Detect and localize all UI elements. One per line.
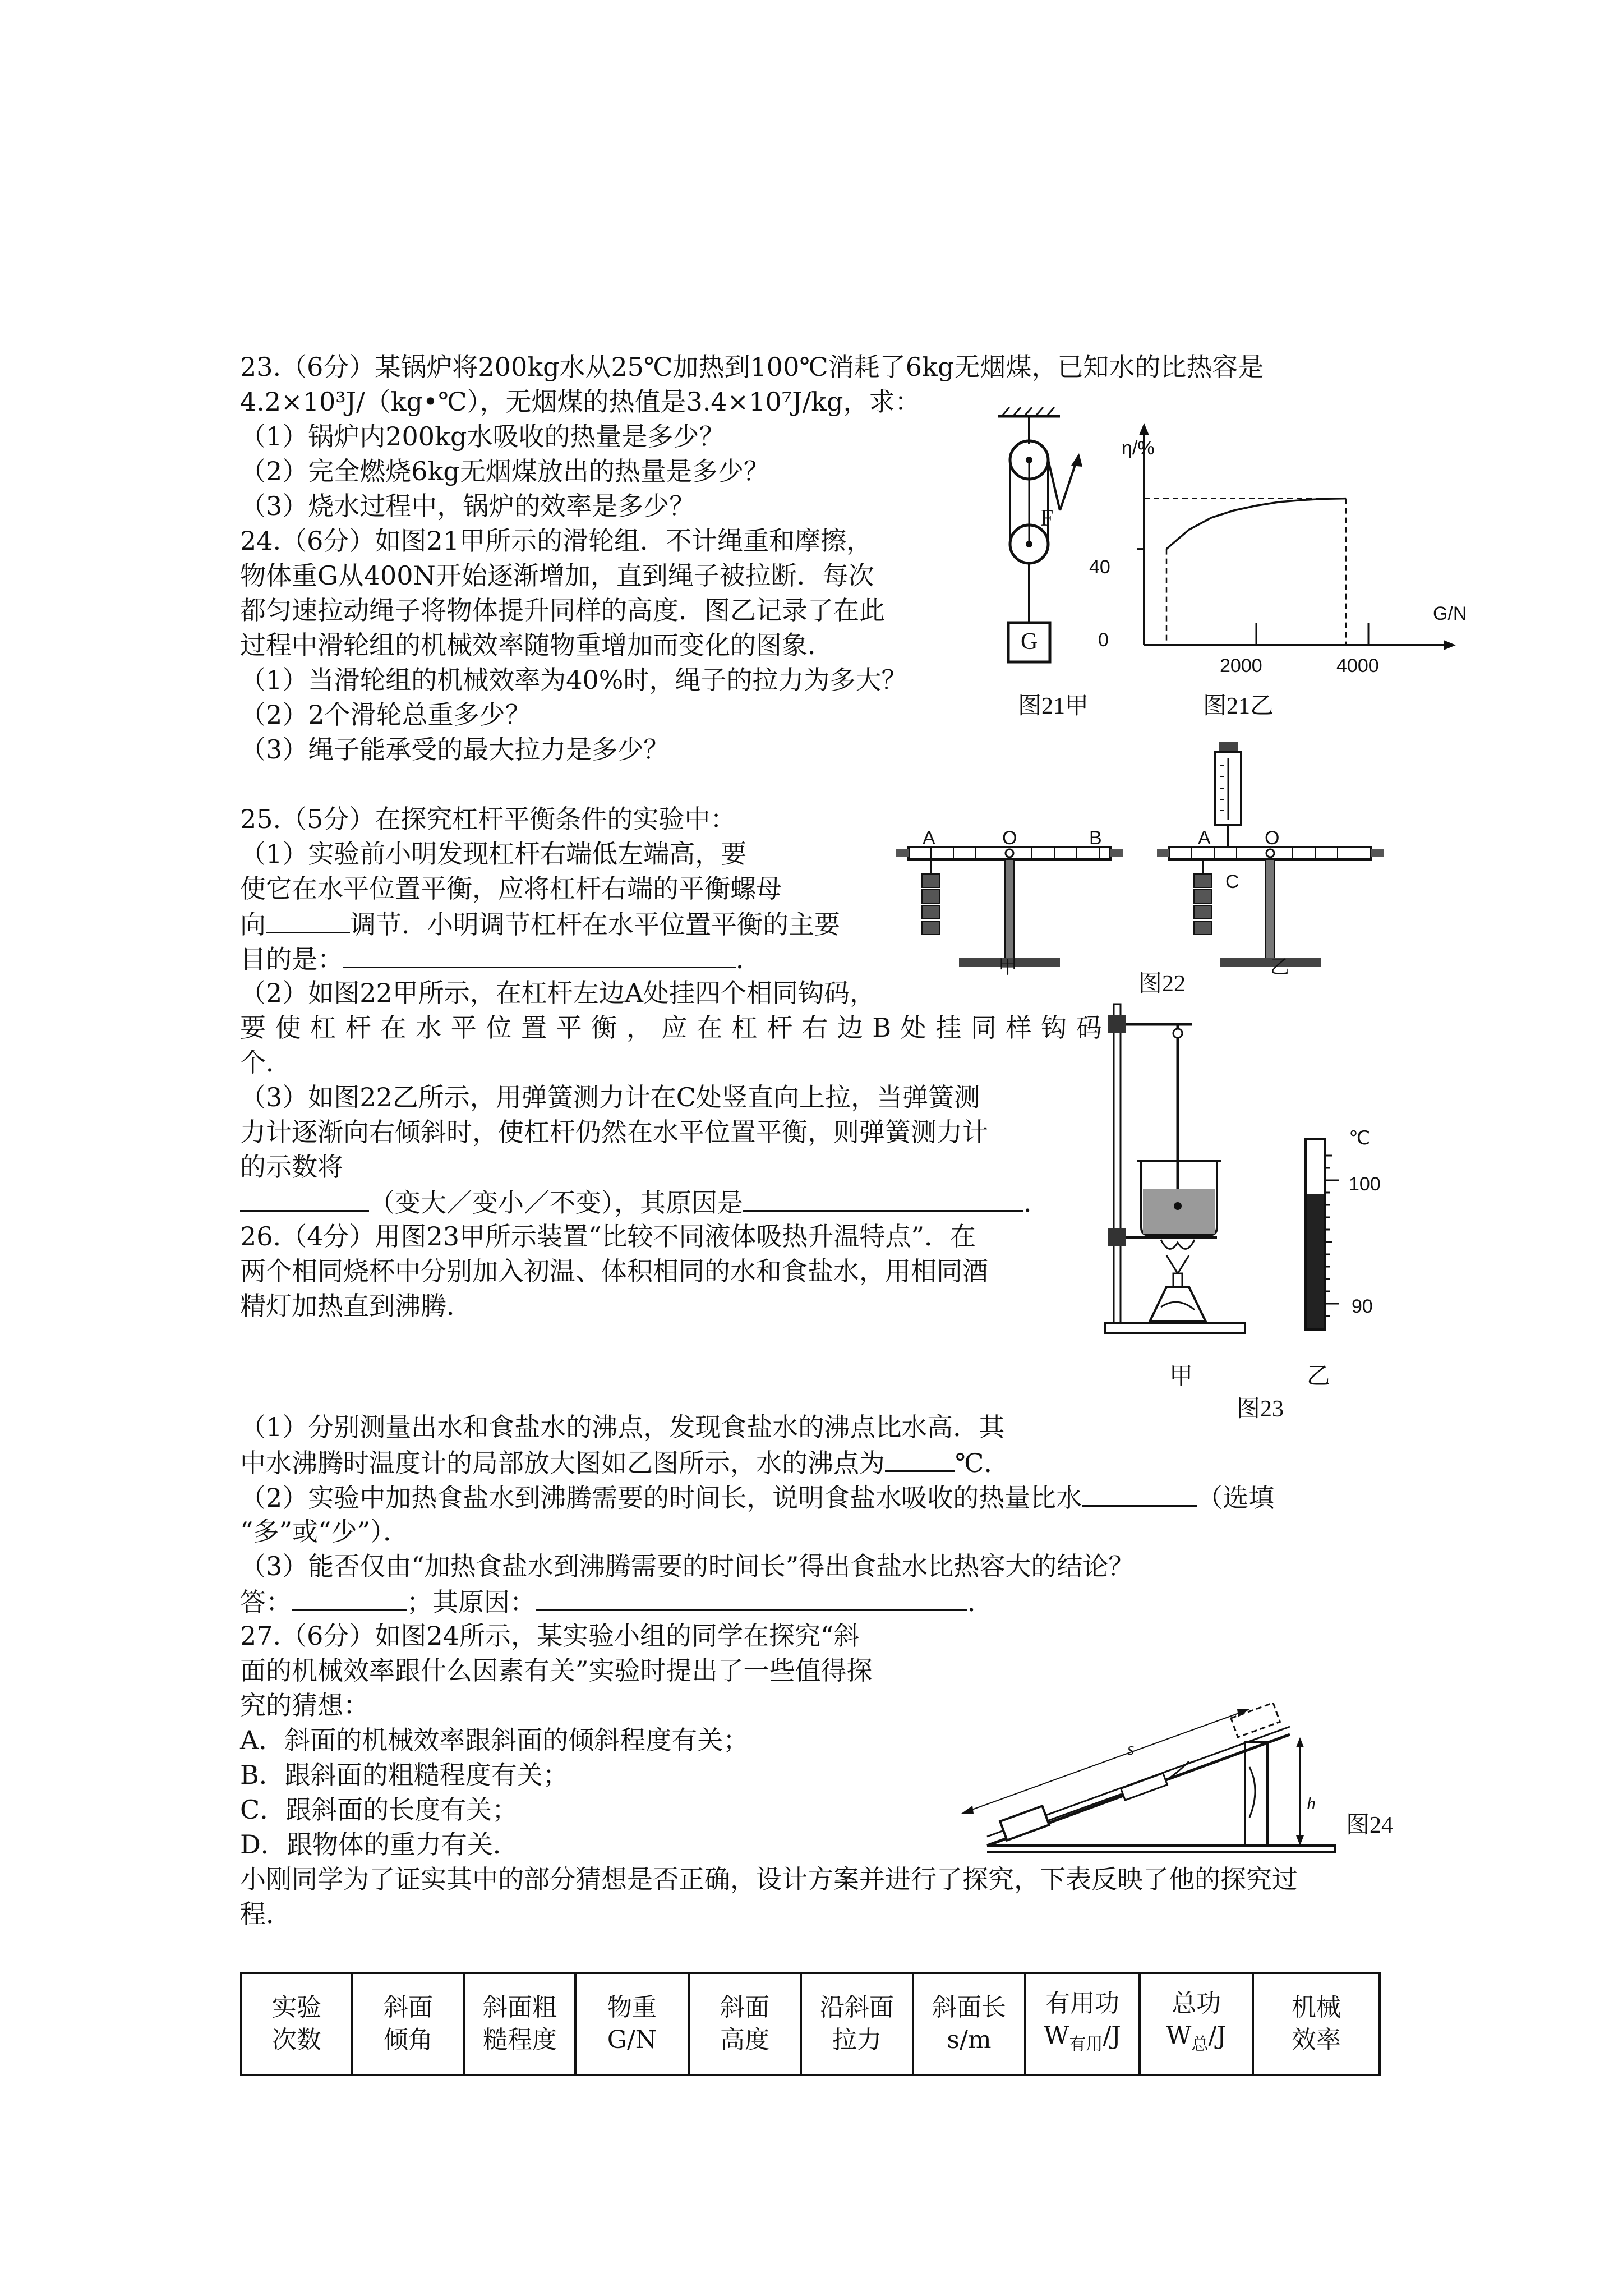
answer-blank[interactable]: [240, 1185, 369, 1212]
chart-x-label: G/N: [1433, 603, 1467, 624]
q25-line4: [240, 907, 840, 941]
chart-origin-label: 0: [1098, 629, 1109, 651]
experiment-table: [240, 1972, 1381, 2076]
lever-b-label-O: O: [1265, 827, 1280, 849]
header-line: 沿斜面: [820, 1993, 894, 2022]
answer-blank[interactable]: [343, 942, 736, 968]
q23-part2: （2）完全燃烧6kg无烟煤放出的热量是多少？: [240, 456, 769, 486]
header-line: 倾角: [384, 2026, 433, 2054]
table-header-cell: [241, 1973, 352, 2075]
answer-blank[interactable]: [743, 1185, 1023, 1212]
header-line: 机械: [1292, 1993, 1341, 2022]
header-symbol: W: [1044, 2021, 1069, 2050]
header-line: 物重: [607, 1993, 657, 2022]
q25-line9: （3）如图22乙所示，用弹簧测力计在C处竖直向上拉，当弹簧测: [240, 1082, 980, 1112]
header-line: 斜面长: [932, 1993, 1006, 2022]
fig23-sub-b: 乙: [1307, 1364, 1331, 1389]
q27-stem-line1: 27.（6分）如图24所示，某实验小组的同学在探究“斜: [240, 1621, 860, 1651]
chart-series-line: [1166, 499, 1346, 549]
lever-diagram-b: [1152, 738, 1388, 976]
lever-a-label-B: B: [1089, 827, 1102, 849]
q26-line3: 精灯加热直到沸腾．: [240, 1291, 472, 1321]
q25-line3: 使它在水平位置平衡，应将杠杆右端的平衡螺母: [240, 873, 782, 904]
header-symbol: W: [1166, 2021, 1192, 2050]
q25-line8: 个．: [240, 1047, 292, 1078]
q25-line5-suffix: ．: [736, 944, 762, 974]
table-header-cell: [689, 1973, 801, 2075]
table-header-row: [241, 1973, 1380, 2075]
q26-stem-line1: 26.（4分）用图23甲所示装置“比较不同液体吸热升温特点”．在: [240, 1221, 976, 1251]
incline-h-label: h: [1307, 1793, 1316, 1813]
table-header-cell: [1140, 1973, 1253, 2075]
q27-line2: 面的机械效率跟什么因素有关”实验时提出了一些值得探: [240, 1655, 873, 1686]
table-header-cell: [464, 1973, 575, 2075]
q27-option-d: D．跟物体的重力有关．: [240, 1829, 519, 1860]
pulley-force-label: F: [1040, 505, 1054, 531]
answer-blank[interactable]: [1082, 1480, 1197, 1507]
q23-stem-line1: 23.（6分）某锅炉将200kg水从25℃加热到100℃消耗了6kg无烟煤，已知水的比热容是: [240, 352, 1264, 382]
chart-x-tick-2000: 2000: [1220, 655, 1262, 677]
q27-line3: 究的猜想：: [240, 1690, 369, 1720]
header-line: 总功: [1172, 1989, 1221, 2018]
header-line: 糙程度: [483, 2026, 557, 2054]
q25-line12: [240, 1185, 1049, 1219]
q26-line5-prefix: 中水沸腾时温度计的局部放大图如乙图所示，水的沸点为: [240, 1448, 885, 1478]
header-line: 斜面粗: [483, 1993, 557, 2022]
thermometer-100-label: 100: [1349, 1174, 1381, 1195]
lever-a-label-A: A: [923, 827, 935, 849]
header-subscript: 有用: [1069, 2034, 1103, 2054]
table-header-cell: [1253, 1973, 1380, 2075]
lever-b-label-C: C: [1225, 871, 1239, 892]
answer-blank[interactable]: [266, 907, 350, 933]
lever-a-sublabel: 甲: [998, 956, 1017, 978]
thermometer-closeup-diagram: [1295, 1133, 1346, 1335]
q26-line9-mid: ；其原因：: [407, 1587, 536, 1617]
q24-stem-line4: 过程中滑轮组的机械效率随物重增加而变化的图象．: [240, 630, 833, 660]
q26-line6-suffix: （选填: [1197, 1483, 1275, 1513]
q24-part2: （2）2个滑轮总重多少？: [240, 700, 531, 730]
table-header-cell: [913, 1973, 1025, 2075]
q26-line4: （1）分别测量出水和食盐水的沸点，发现食盐水的沸点比水高．其: [240, 1412, 1005, 1442]
header-line: 实验: [272, 1993, 321, 2022]
q26-line5: [240, 1446, 1009, 1479]
lever-b-sublabel: 乙: [1270, 956, 1289, 978]
q25-line5: [240, 942, 762, 976]
q24-part3: （3）绳子能承受的最大拉力是多少？: [240, 734, 670, 765]
table-header-cell: [352, 1973, 464, 2075]
q26-line9-prefix: 答：: [240, 1587, 292, 1617]
header-line: 效率: [1292, 2026, 1341, 2054]
q27-option-a: A．斜面的机械效率跟斜面的倾斜程度有关；: [240, 1725, 749, 1755]
fig23-sub-a: 甲: [1169, 1364, 1193, 1389]
lever-a-label-O: O: [1002, 827, 1017, 849]
q26-line9-suffix: ．: [967, 1587, 993, 1617]
fig24-caption: 图24: [1346, 1812, 1394, 1838]
header-unit: /J: [1103, 2021, 1121, 2050]
header-line: s/m: [947, 2026, 992, 2054]
table-header-cell: [801, 1973, 913, 2075]
header-line: 斜面: [384, 1993, 433, 2022]
q26-line9: [240, 1585, 993, 1618]
q25-stem-line1: 25.（5分）在探究杠杆平衡条件的实验中：: [240, 804, 736, 834]
q25-line2: （1）实验前小明发现杠杆右端低左端高，要: [240, 839, 747, 869]
q24-stem-line1: 24.（6分）如图21甲所示的滑轮组．不计绳重和摩擦，: [240, 526, 872, 556]
header-line: 斜面: [720, 1993, 769, 2022]
pulley-weight-label: G: [1021, 629, 1038, 655]
q25-line11: 的示数将: [240, 1152, 343, 1182]
q25-line5-prefix: 目的是：: [240, 944, 343, 974]
q26-line6-prefix: （2）实验中加热食盐水到沸腾需要的时间长，说明食盐水吸收的热量比水: [240, 1483, 1082, 1513]
fig23-caption: 图23: [1237, 1396, 1284, 1422]
fig21-caption-b: 图21乙: [1203, 693, 1274, 719]
q27-line9: 程．: [240, 1899, 292, 1929]
incline-diagram: [953, 1677, 1357, 1857]
q25-line4-suffix: 调节．小明调节杠杆在水平位置平衡的主要: [350, 909, 840, 940]
chart-y-tick-40: 40: [1089, 556, 1110, 578]
q25-line10: 力计逐渐向右倾斜时，使杠杆仍然在水平位置平衡，则弹簧测力计: [240, 1117, 988, 1147]
thermometer-90-label: 90: [1352, 1296, 1373, 1317]
header-unit: /J: [1208, 2021, 1227, 2050]
header-line: 拉力: [832, 2026, 882, 2054]
fig21-caption-a: 图21甲: [1018, 693, 1089, 719]
q24-stem-line2: 物体重G从400N开始逐渐增加，直到绳子被拉断．每次: [240, 560, 874, 591]
q26-line8: （3）能否仅由“加热食盐水到沸腾需要的时间长”得出食盐水比热容大的结论？: [240, 1551, 1135, 1581]
header-subscript: 总: [1191, 2034, 1209, 2054]
incline-s-label: s: [1127, 1738, 1135, 1759]
q25-line12-mid: （变大／变小／不变），其原因是: [369, 1188, 743, 1218]
table-header-cell: [1025, 1973, 1140, 2075]
fig22-caption: 图22: [1138, 971, 1186, 997]
q25-line6: （2）如图22甲所示，在杠杆左边A处挂四个相同钩码，: [240, 978, 876, 1008]
q23-stem-line2: 4.2×10³J/（kg•℃），无烟煤的热值是3.4×10⁷J/kg，求：: [240, 386, 921, 417]
q26-line5-suffix: ℃．: [955, 1448, 1010, 1478]
chart-x-tick-4000: 4000: [1336, 655, 1379, 677]
thermometer-unit-label: ℃: [1349, 1128, 1371, 1149]
answer-blank[interactable]: [292, 1585, 407, 1611]
q23-part3: （3）烧水过程中，锅炉的效率是多少？: [240, 491, 695, 521]
header-line: 次数: [272, 2026, 321, 2054]
q27-line8: 小刚同学为了证实其中的部分猜想是否正确，设计方案并进行了探究，下表反映了他的探究过: [240, 1864, 1298, 1894]
q25-line7: 要 使 杠 杆 在 水 平 位 置 平 衡 ， 应 在 杠 杆 右 边 B 处 挂 同 样 钩 码: [240, 1013, 1103, 1043]
heating-apparatus-diagram: [1094, 993, 1251, 1341]
q25-line12-suffix: ．: [1023, 1188, 1049, 1218]
q27-option-b: B．跟斜面的粗糙程度有关；: [240, 1760, 569, 1790]
lever-b-label-A: A: [1198, 827, 1211, 849]
q26-line7: “多”或“少”）．: [240, 1516, 409, 1547]
answer-blank[interactable]: [536, 1585, 967, 1611]
q25-line4-prefix: 向: [240, 909, 266, 940]
header-line: 有用功: [1045, 1989, 1119, 2018]
q24-stem-line3: 都匀速拉动绳子将物体提升同样的高度．图乙记录了在此: [240, 595, 885, 625]
q24-part1: （1）当滑轮组的机械效率为40%时，绳子的拉力为多大？: [240, 665, 907, 695]
q27-option-c: C．跟斜面的长度有关；: [240, 1795, 518, 1825]
table-header-cell: [575, 1973, 689, 2075]
q23-part1: （1）锅炉内200kg水吸收的热量是多少？: [240, 421, 725, 452]
q26-line6: [240, 1480, 1274, 1514]
header-line: G/N: [607, 2026, 657, 2054]
answer-blank[interactable]: [885, 1446, 955, 1472]
q26-line2: 两个相同烧杯中分别加入初温、体积相同的水和食盐水，用相同酒: [240, 1256, 988, 1286]
chart-y-label: η/%: [1122, 438, 1155, 459]
header-line: 高度: [720, 2026, 769, 2054]
